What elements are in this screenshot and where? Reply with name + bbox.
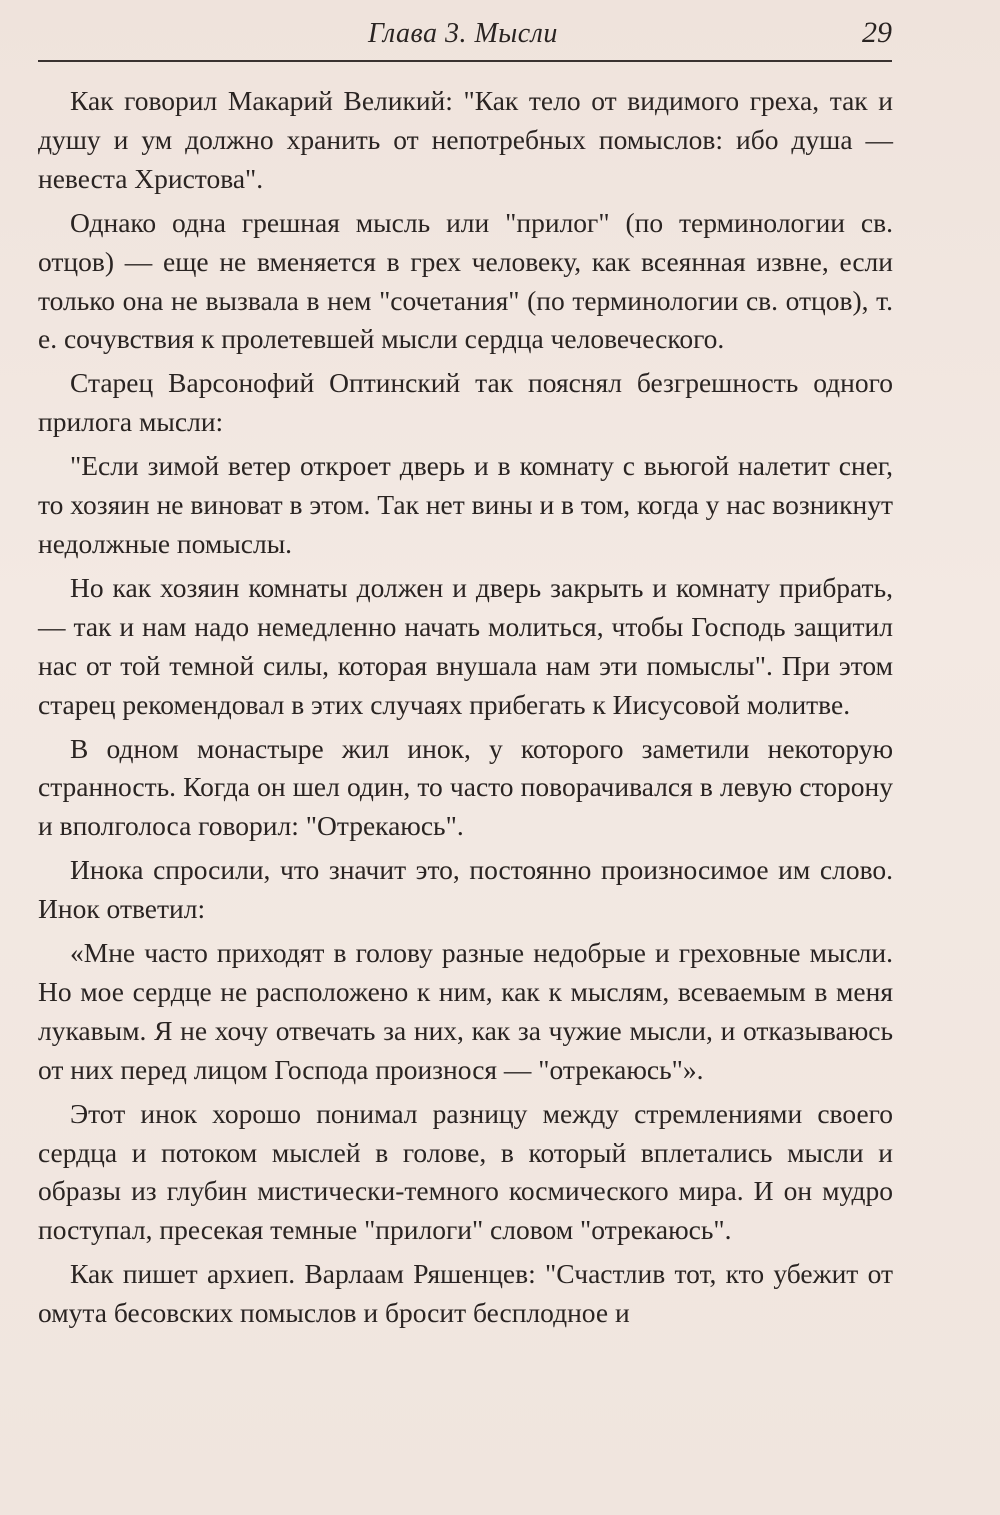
paragraph: Однако одна грешная мысль или "прилог" (по терминологии св. отцов) — еще не вменяется в грех человеку, как всеянная извне, если только она не вызвала в нем "сочетания" (по терминологии св. отцов), т. е. сочувствия к пролетевшей мысли сердца человеческого. — [38, 206, 893, 355]
page-number: 29 — [862, 16, 892, 49]
page-header — [38, 14, 892, 62]
body-text — [38, 82, 893, 1338]
paragraph: Этот инок хорошо понимал разницу между стремлениями своего сердца и потоком мыслей в голове, в который вплетались мысли и образы из глубин мистически-темного космического мира. И он мудро поступал, пресекая темные "прилоги" словом "отрекаюсь". — [38, 1097, 893, 1246]
paragraph: Но как хозяин комнаты должен и дверь закрыть и комнату прибрать, — так и нам надо немедленно начать молиться, чтобы Господь защитил нас от той темной силы, которая внушала нам эти помыслы". При этом старец рекомендовал в этих случаях прибегать к Иисусовой молитве. — [38, 571, 893, 720]
paragraph: Инока спросили, что значит это, постоянно произносимое им слово. Инок ответил: — [38, 854, 893, 925]
running-head: Глава 3. Мысли — [368, 18, 558, 49]
paragraph: "Если зимой ветер откроет дверь и в комнату с вьюгой налетит снег, то хозяин не виноват в этом. Так нет вины и в том, когда у нас возникнут недолжные помыслы. — [38, 450, 893, 559]
paragraph: Как пишет архиеп. Варлаам Ряшенцев: "Счастлив тот, кто убежит от омута бесовских помыслов и бросит бесплодное и — [38, 1258, 893, 1329]
paragraph: В одном монастыре жил инок, у которого заметили некоторую странность. Когда он шел один, то часто поворачивался в левую сторону и вполголоса говорил: "Отрекаюсь". — [38, 732, 893, 842]
paragraph: «Мне часто приходят в голову разные недобрые и греховные мысли. Но мое сердце не расположено к ним, как к мыслям, всеваемым в меня лукавым. Я не хочу отвечать за них, как за чужие мысли, и отказываюсь от них перед лицом Господа произнося — "отрекаюсь"». — [38, 937, 893, 1085]
paragraph: Как говорил Макарий Великий: "Как тело от видимого греха, так и душу и ум должно хранить от непотребных помыслов: ибо душа — невеста Христова". — [38, 85, 893, 194]
paragraph: Старец Варсонофий Оптинский так пояснял безгрешность одного прилога мысли: — [38, 367, 893, 438]
